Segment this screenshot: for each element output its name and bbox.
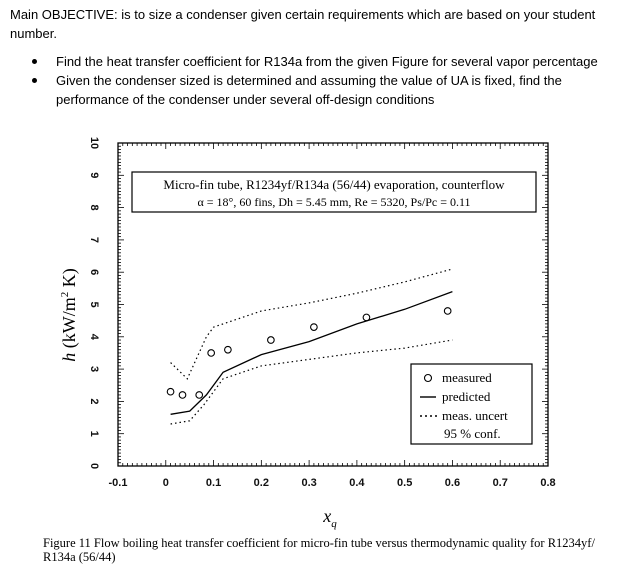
bullet-item (30, 71, 625, 109)
figure-caption: Figure 11 Flow boiling heat transfer coefficient for micro-fin tube versus thermodynamic quality for R1234yf/ R134a (56/44) (43, 536, 595, 564)
y-tick-label: 7 (88, 236, 100, 243)
x-tick-label: 0.5 (397, 477, 413, 489)
measured-point (167, 388, 174, 395)
x-tick-label: 0.8 (540, 477, 556, 489)
measured-point (225, 346, 232, 353)
measured-point (311, 324, 318, 331)
y-axis-label (59, 268, 80, 362)
x-tick-label: -0.1 (108, 477, 128, 489)
x-tick-label: 0.4 (349, 477, 365, 489)
y-tick-label: 0 (88, 462, 100, 470)
figure (0, 125, 632, 575)
y-tick-label: 5 (88, 301, 100, 308)
y-tick-label: 8 (88, 204, 100, 211)
legend-label-uncert: meas. uncert (442, 408, 508, 423)
y-tick-label: 1 (88, 430, 100, 437)
measured-point (179, 392, 186, 399)
x-tick-label: 0.6 (444, 477, 461, 489)
y-tick-label: 3 (88, 366, 100, 373)
y-tick-label: 2 (88, 398, 100, 405)
uncertainty-line (171, 340, 453, 424)
measured-point (208, 350, 215, 357)
legend-label-measured: measured (442, 370, 492, 385)
bullet-text: Given the condenser sized is determined and assuming the value of UA is fixed, find the performance of the condenser under several off-design conditions (56, 73, 562, 107)
bullet-dot-icon (32, 78, 37, 83)
series (167, 269, 452, 424)
x-tick-label: 0.1 (205, 477, 222, 489)
measured-point (444, 308, 451, 315)
y-tick-label: 10 (88, 136, 100, 150)
y-tick-label: 4 (88, 333, 100, 340)
uncertainty-line (171, 269, 453, 379)
y-tick-label: 9 (88, 172, 100, 179)
measured-point (268, 337, 275, 344)
x-tick-label: 0.2 (253, 477, 269, 489)
x-tick-label: 0.3 (301, 477, 317, 489)
bullet-item (30, 52, 625, 71)
bullet-list (30, 52, 625, 109)
y-tick-label: 6 (88, 269, 100, 276)
x-axis-label: $x_q$ (323, 506, 337, 530)
objective-text: Main OBJECTIVE: is to size a condenser given certain requirements which are based on your student number. (10, 7, 596, 41)
bullet-dot-icon (32, 59, 37, 64)
x-tick-label: 0 (162, 477, 169, 489)
bullet-text: Find the heat transfer coefficient for R134a from the given Figure for several vapor percentage (56, 54, 598, 69)
figure-params: α = 18°, 60 fins, Dh = 5.45 mm, Re = 5320, Ps/Pc = 0.11 (197, 195, 471, 209)
measured-point (196, 392, 203, 399)
chart-svg (0, 125, 632, 535)
legend-label-conf: 95 % conf. (444, 426, 501, 441)
x-tick-label: 0.7 (492, 477, 508, 489)
predicted-line (171, 292, 453, 415)
legend-label-predicted: predicted (442, 389, 491, 404)
y-axis-label-text: h ($kW/m^2$ K) (59, 268, 79, 362)
figure-title: Micro-fin tube, R1234yf/R134a (56/44) evaporation, counterflow (163, 177, 505, 192)
